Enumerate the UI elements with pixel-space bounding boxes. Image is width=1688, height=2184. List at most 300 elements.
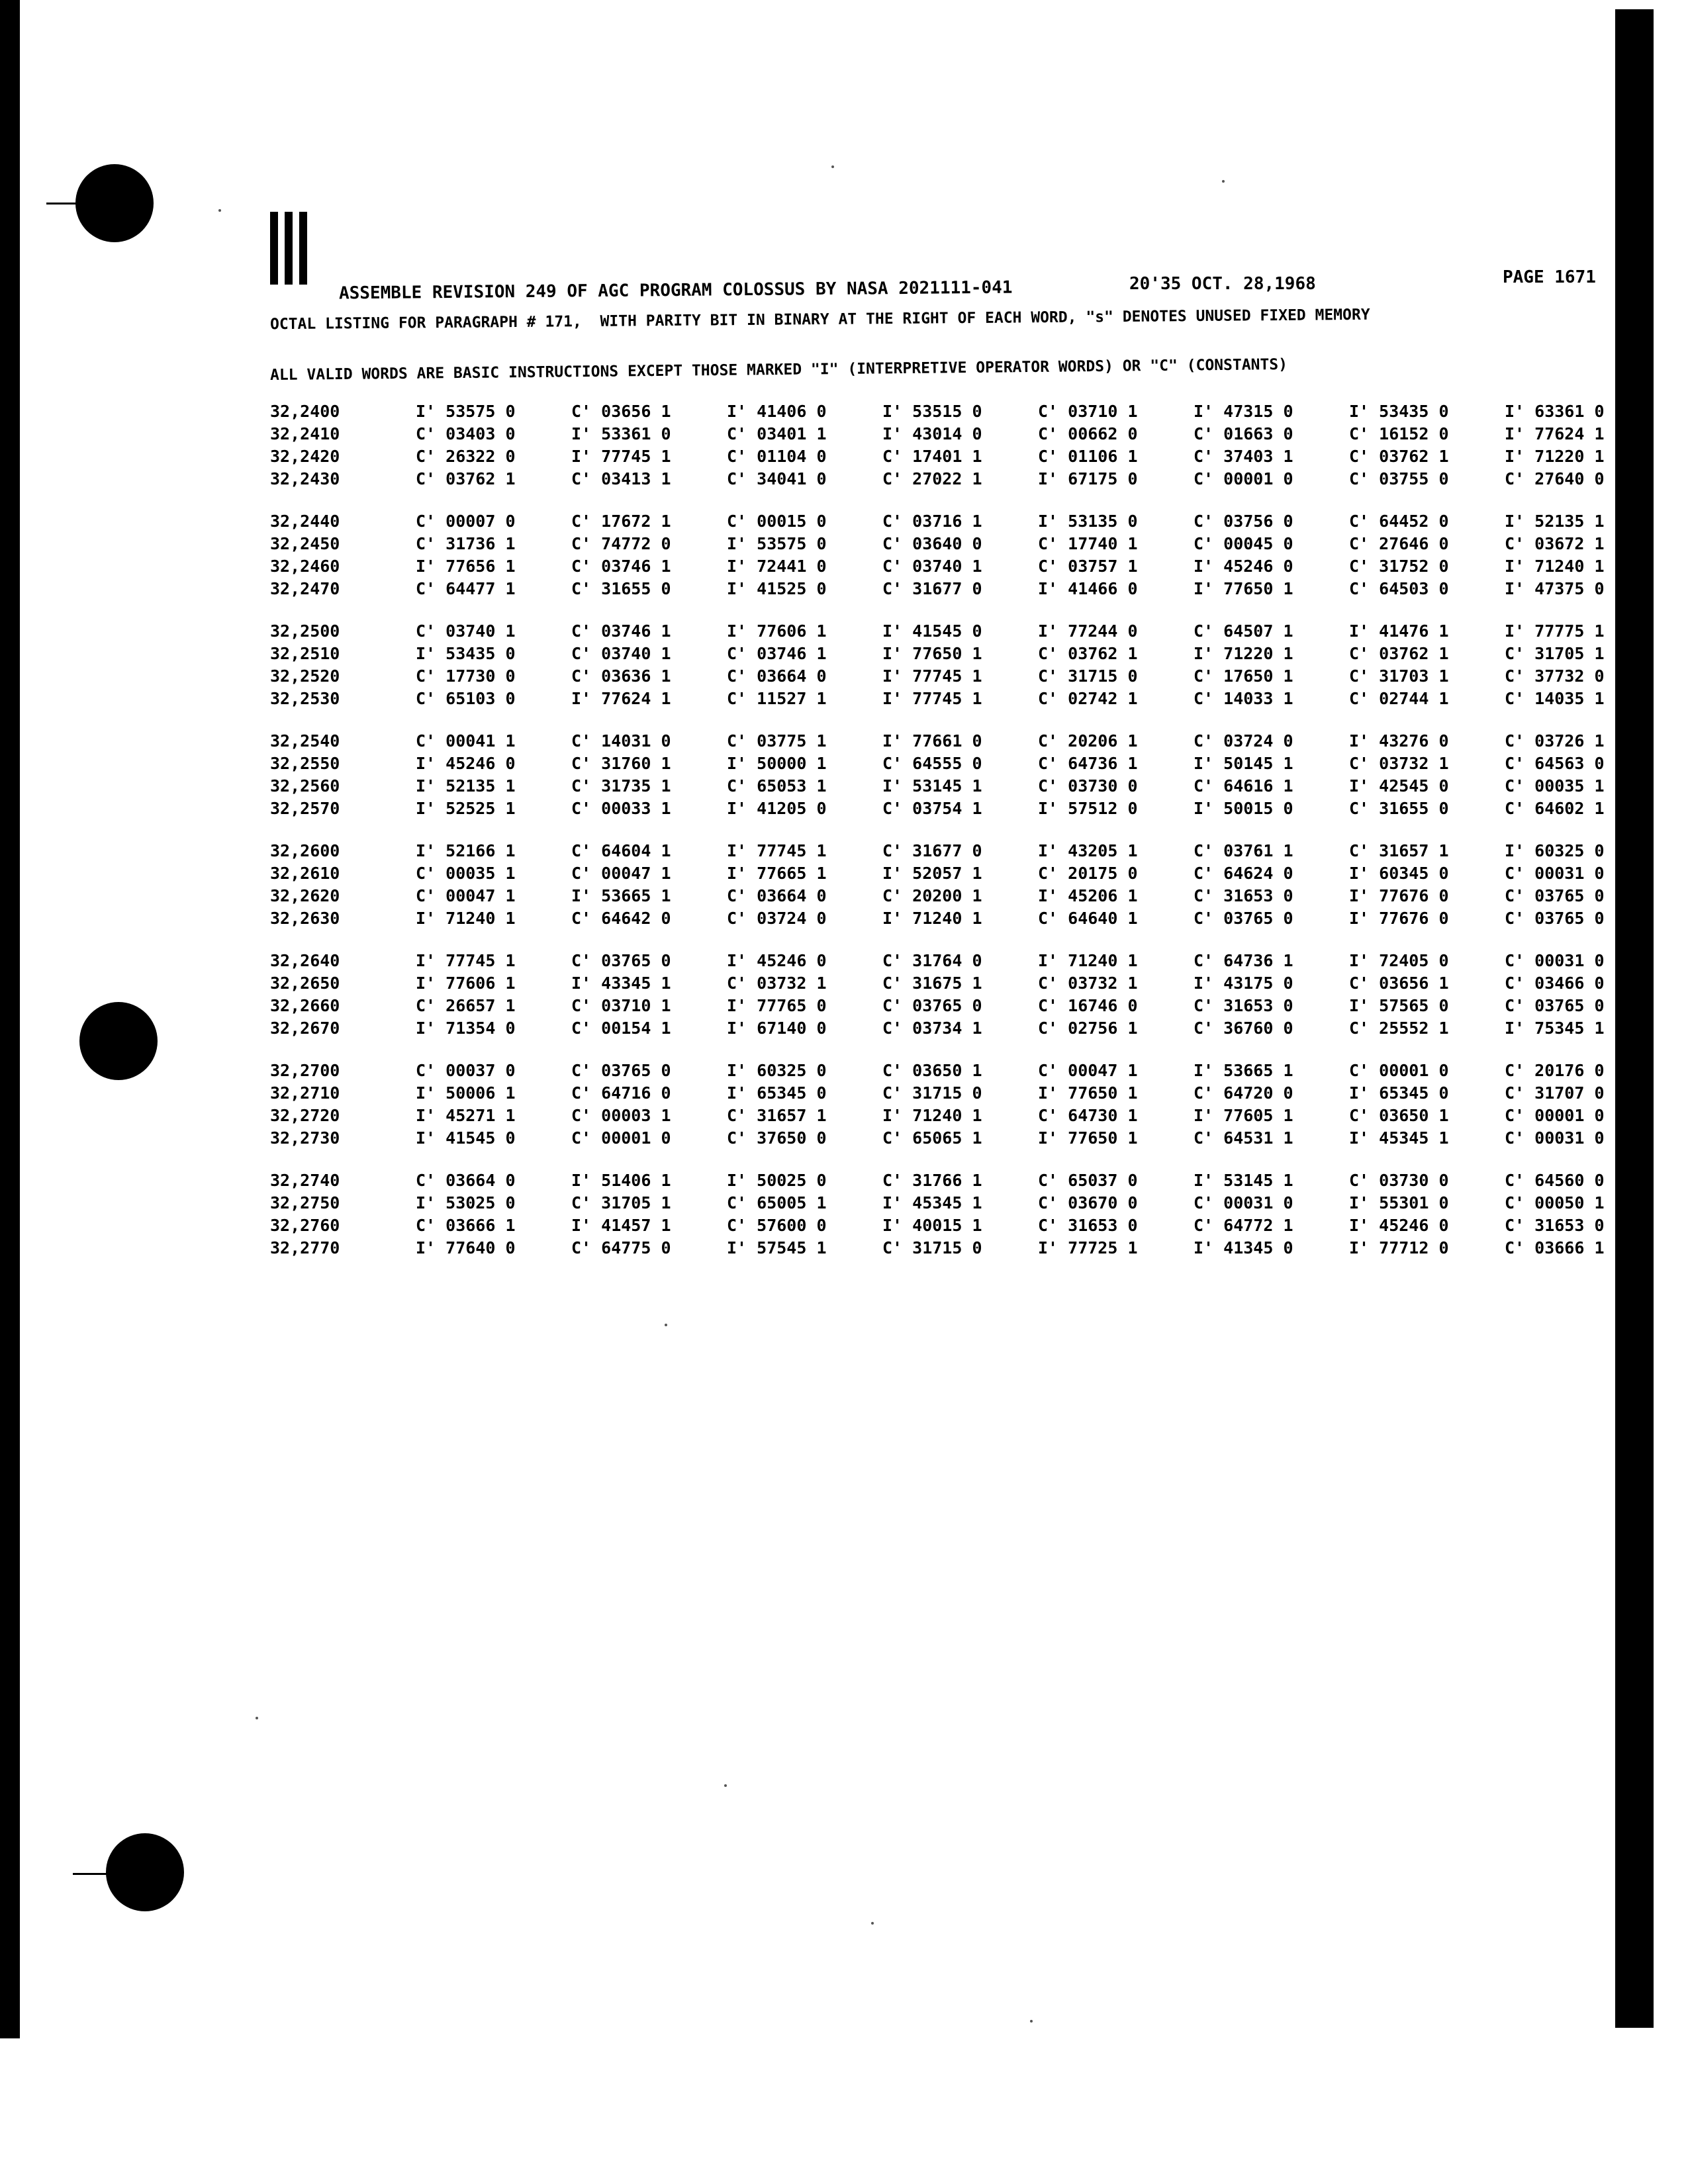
octal-word: C' 64772 1	[1194, 1215, 1293, 1235]
octal-word: I' 77650 1	[1038, 1083, 1138, 1103]
binder-stamp	[270, 212, 318, 285]
listing-row	[270, 972, 1660, 994]
scan-speck	[1222, 180, 1225, 183]
octal-word: C' 03666 1	[1505, 1238, 1605, 1257]
octal-word: C' 31707 0	[1505, 1083, 1605, 1103]
octal-word: C' 03730 0	[1349, 1170, 1449, 1190]
octal-word: I' 43014 0	[882, 424, 982, 443]
listing-row	[270, 510, 1660, 532]
listing-row	[270, 642, 1660, 664]
octal-word: C' 03732 1	[1349, 753, 1449, 773]
octal-word: I' 65345 0	[727, 1083, 827, 1103]
octal-word: I' 41545 0	[416, 1128, 516, 1148]
octal-word: I' 71240 1	[1038, 950, 1138, 970]
listing-row	[270, 467, 1660, 490]
octal-word: C' 65053 1	[727, 776, 827, 796]
octal-word: I' 53361 0	[571, 424, 671, 443]
octal-word: C' 02744 1	[1349, 688, 1449, 708]
octal-word: C' 37650 0	[727, 1128, 827, 1148]
octal-word: I' 50000 1	[727, 753, 827, 773]
octal-word: C' 17401 1	[882, 446, 982, 466]
octal-word: I' 52135 1	[1505, 511, 1605, 531]
octal-word: I' 77765 0	[727, 995, 827, 1015]
octal-word: I' 53575 0	[727, 533, 827, 553]
octal-word: C' 00041 1	[416, 731, 516, 751]
listing-row	[270, 532, 1660, 555]
octal-word: I' 41457 1	[571, 1215, 671, 1235]
octal-word: C' 01663 0	[1194, 424, 1293, 443]
octal-word: C' 20176 0	[1505, 1060, 1605, 1080]
octal-word: C' 20206 1	[1038, 731, 1138, 751]
octal-word: C' 64555 0	[882, 753, 982, 773]
octal-word: C' 03664 0	[416, 1170, 516, 1190]
octal-word: C' 64503 0	[1349, 578, 1449, 598]
scan-speck	[831, 165, 834, 168]
octal-word: C' 17740 1	[1038, 533, 1138, 553]
octal-word: I' 41525 0	[727, 578, 827, 598]
row-address: 32,2710	[270, 1083, 340, 1103]
octal-word: C' 27646 0	[1349, 533, 1449, 553]
octal-word: C' 00031 0	[1505, 950, 1605, 970]
octal-word: I' 77676 0	[1349, 908, 1449, 928]
octal-word: C' 27640 0	[1505, 469, 1605, 488]
octal-word: C' 31675 1	[882, 973, 982, 993]
octal-word: C' 31766 1	[882, 1170, 982, 1190]
octal-word: I' 43345 1	[571, 973, 671, 993]
octal-word: C' 03413 1	[571, 469, 671, 488]
left-edge-shadow	[0, 0, 20, 2038]
row-address: 32,2760	[270, 1215, 340, 1235]
octal-word: I' 77676 0	[1349, 886, 1449, 905]
octal-word: C' 65005 1	[727, 1193, 827, 1212]
octal-word: C' 03401 1	[727, 424, 827, 443]
binder-hole-top	[75, 164, 154, 242]
octal-word: C' 03765 0	[1194, 908, 1293, 928]
listing-block	[270, 510, 1660, 600]
row-address: 32,2660	[270, 995, 340, 1015]
octal-word: C' 00154 1	[571, 1018, 671, 1038]
octal-word: C' 00001 0	[571, 1128, 671, 1148]
binder-hole-bottom	[106, 1833, 184, 1911]
row-address: 32,2770	[270, 1238, 340, 1257]
octal-word: I' 53515 0	[882, 401, 982, 421]
listing-row	[270, 949, 1660, 972]
octal-word: C' 64736 1	[1194, 950, 1293, 970]
row-address: 32,2470	[270, 578, 340, 598]
row-address: 32,2550	[270, 753, 340, 773]
octal-word: I' 77624 1	[571, 688, 671, 708]
row-address: 32,2630	[270, 908, 340, 928]
octal-word: I' 50025 0	[727, 1170, 827, 1190]
octal-word: C' 17730 0	[416, 666, 516, 686]
binder-hole-top-mark	[46, 203, 86, 205]
row-address: 32,2540	[270, 731, 340, 751]
octal-word: C' 20175 0	[1038, 863, 1138, 883]
octal-word: C' 64602 1	[1505, 798, 1605, 818]
octal-word: C' 16152 0	[1349, 424, 1449, 443]
octal-word: C' 00047 1	[416, 886, 516, 905]
row-address: 32,2750	[270, 1193, 340, 1212]
octal-word: I' 53435 0	[1349, 401, 1449, 421]
octal-word: C' 64531 1	[1194, 1128, 1293, 1148]
listing-row	[270, 422, 1660, 445]
octal-word: C' 02742 1	[1038, 688, 1138, 708]
listing-row	[270, 994, 1660, 1017]
octal-word: C' 03664 0	[727, 666, 827, 686]
octal-word: C' 64560 0	[1505, 1170, 1605, 1190]
octal-word: I' 57512 0	[1038, 798, 1138, 818]
octal-word: I' 71240 1	[882, 908, 982, 928]
binder-hole-bottom-mark	[73, 1873, 113, 1875]
octal-word: C' 03762 1	[416, 469, 516, 488]
octal-word: C' 64452 0	[1349, 511, 1449, 531]
octal-word: C' 03710 1	[571, 995, 671, 1015]
octal-word: C' 03640 0	[882, 533, 982, 553]
octal-word: C' 34041 0	[727, 469, 827, 488]
octal-word: C' 02756 1	[1038, 1018, 1138, 1038]
octal-word: I' 45246 0	[1194, 556, 1293, 576]
octal-word: C' 31735 1	[571, 776, 671, 796]
octal-word: C' 00031 0	[1194, 1193, 1293, 1212]
octal-word: C' 31653 0	[1194, 886, 1293, 905]
listing-row	[270, 752, 1660, 774]
octal-word: C' 03757 1	[1038, 556, 1138, 576]
octal-word: I' 77665 1	[727, 863, 827, 883]
octal-word: C' 00015 0	[727, 511, 827, 531]
octal-word: I' 71220 1	[1505, 446, 1605, 466]
octal-word: C' 03650 1	[1349, 1105, 1449, 1125]
listing-row	[270, 907, 1660, 929]
listing-row	[270, 1236, 1660, 1259]
octal-word: C' 65065 1	[882, 1128, 982, 1148]
listing-row	[270, 797, 1660, 819]
octal-word: I' 77745 1	[727, 841, 827, 860]
listing-row	[270, 862, 1660, 884]
row-address: 32,2600	[270, 841, 340, 860]
octal-word: I' 60345 0	[1349, 863, 1449, 883]
octal-word: C' 03724 0	[1194, 731, 1293, 751]
octal-word: I' 57565 0	[1349, 995, 1449, 1015]
listing-row	[270, 400, 1660, 422]
row-address: 32,2430	[270, 469, 340, 488]
octal-word: C' 64730 1	[1038, 1105, 1138, 1125]
octal-word: C' 31657 1	[727, 1105, 827, 1125]
octal-word: I' 71240 1	[882, 1105, 982, 1125]
octal-word: I' 71220 1	[1194, 643, 1293, 663]
row-address: 32,2610	[270, 863, 340, 883]
octal-word: C' 03754 1	[882, 798, 982, 818]
octal-word: C' 00035 1	[416, 863, 516, 883]
octal-word: I' 55301 0	[1349, 1193, 1449, 1212]
octal-word: C' 03761 1	[1194, 841, 1293, 860]
scan-speck	[665, 1324, 667, 1326]
octal-word: C' 00031 0	[1505, 1128, 1605, 1148]
octal-word: C' 64736 1	[1038, 753, 1138, 773]
octal-word: C' 16746 0	[1038, 995, 1138, 1015]
octal-word: C' 11527 1	[727, 688, 827, 708]
row-address: 32,2720	[270, 1105, 340, 1125]
octal-word: C' 31703 1	[1349, 666, 1449, 686]
listing-block	[270, 1169, 1660, 1259]
octal-word: C' 03672 1	[1505, 533, 1605, 553]
octal-word: C' 31705 1	[571, 1193, 671, 1212]
octal-word: C' 03716 1	[882, 511, 982, 531]
octal-word: C' 03765 0	[571, 950, 671, 970]
octal-word: C' 00037 0	[416, 1060, 516, 1080]
octal-word: I' 77725 1	[1038, 1238, 1138, 1257]
scan-speck	[1030, 2020, 1033, 2023]
octal-word: C' 03765 0	[1505, 908, 1605, 928]
listing-row	[270, 1017, 1660, 1039]
scan-speck	[871, 1922, 874, 1925]
octal-word: I' 43175 0	[1194, 973, 1293, 993]
octal-word: I' 77661 0	[882, 731, 982, 751]
row-address: 32,2500	[270, 621, 340, 641]
octal-word: I' 77745 1	[882, 666, 982, 686]
octal-word: C' 03732 1	[1038, 973, 1138, 993]
octal-word: I' 45345 1	[1349, 1128, 1449, 1148]
header-legend: ALL VALID WORDS ARE BASIC INSTRUCTIONS EXCEPT THOSE MARKED "I" (INTERPRETIVE OPERATOR WORDS) OR "C" (CONSTANTS)	[269, 355, 1288, 385]
row-address: 32,2460	[270, 556, 340, 576]
octal-word: C' 03765 0	[1505, 886, 1605, 905]
octal-word: C' 00047 1	[1038, 1060, 1138, 1080]
octal-word: C' 36760 0	[1194, 1018, 1293, 1038]
octal-word: C' 65103 0	[416, 688, 516, 708]
octal-word: I' 41476 1	[1349, 621, 1449, 641]
octal-word: I' 77745 1	[882, 688, 982, 708]
octal-word: I' 41205 0	[727, 798, 827, 818]
octal-word: I' 77640 0	[416, 1238, 516, 1257]
row-address: 32,2520	[270, 666, 340, 686]
listing-row	[270, 1126, 1660, 1149]
octal-word: C' 31736 1	[416, 533, 516, 553]
octal-word: C' 01104 0	[727, 446, 827, 466]
octal-word: C' 01106 1	[1038, 446, 1138, 466]
octal-word: C' 31705 1	[1505, 643, 1605, 663]
octal-word: C' 31653 0	[1505, 1215, 1605, 1235]
listing-row	[270, 839, 1660, 862]
listing-row	[270, 445, 1660, 467]
octal-word: C' 31655 0	[1349, 798, 1449, 818]
octal-word: C' 37403 1	[1194, 446, 1293, 466]
octal-word: C' 64507 1	[1194, 621, 1293, 641]
octal-word: C' 03726 1	[1505, 731, 1605, 751]
header-timestamp: 20'35 OCT. 28,1968	[1129, 274, 1316, 294]
octal-word: I' 72405 0	[1349, 950, 1449, 970]
octal-word: C' 74772 0	[571, 533, 671, 553]
octal-word: I' 51406 1	[571, 1170, 671, 1190]
row-address: 32,2570	[270, 798, 340, 818]
octal-word: C' 03762 1	[1349, 643, 1449, 663]
octal-word: I' 77650 1	[1194, 578, 1293, 598]
octal-word: C' 31760 1	[571, 753, 671, 773]
octal-word: I' 60325 0	[1505, 841, 1605, 860]
octal-word: I' 71240 1	[1505, 556, 1605, 576]
octal-word: C' 31715 0	[882, 1238, 982, 1257]
listing-row	[270, 1081, 1660, 1104]
listing-block	[270, 949, 1660, 1039]
octal-word: I' 67140 0	[727, 1018, 827, 1038]
octal-word: C' 31655 0	[571, 578, 671, 598]
octal-word: C' 00001 0	[1505, 1105, 1605, 1125]
row-address: 32,2670	[270, 1018, 340, 1038]
listing-row	[270, 884, 1660, 907]
octal-word: C' 26322 0	[416, 446, 516, 466]
listing-row	[270, 1059, 1660, 1081]
octal-word: I' 77712 0	[1349, 1238, 1449, 1257]
octal-word: C' 25552 1	[1349, 1018, 1449, 1038]
octal-word: I' 60325 0	[727, 1060, 827, 1080]
listing-row	[270, 619, 1660, 642]
row-address: 32,2730	[270, 1128, 340, 1148]
octal-word: C' 03746 1	[571, 556, 671, 576]
octal-word: I' 43276 0	[1349, 731, 1449, 751]
row-address: 32,2400	[270, 401, 340, 421]
octal-listing	[270, 400, 1660, 1279]
listing-row	[270, 1169, 1660, 1191]
octal-word: C' 64624 0	[1194, 863, 1293, 883]
octal-word: I' 53665 1	[1194, 1060, 1293, 1080]
octal-word: I' 77650 1	[882, 643, 982, 663]
octal-word: I' 77656 1	[416, 556, 516, 576]
octal-word: I' 71240 1	[416, 908, 516, 928]
listing-row	[270, 555, 1660, 577]
octal-word: I' 45246 0	[416, 753, 516, 773]
octal-word: C' 65037 0	[1038, 1170, 1138, 1190]
octal-word: I' 65345 0	[1349, 1083, 1449, 1103]
octal-word: C' 14031 0	[571, 731, 671, 751]
octal-word: C' 03775 1	[727, 731, 827, 751]
row-address: 32,2440	[270, 511, 340, 531]
octal-word: I' 77745 1	[416, 950, 516, 970]
octal-word: I' 41466 0	[1038, 578, 1138, 598]
octal-word: I' 45345 1	[882, 1193, 982, 1212]
octal-word: C' 03746 1	[571, 621, 671, 641]
octal-word: C' 64563 0	[1505, 753, 1605, 773]
row-address: 32,2510	[270, 643, 340, 663]
octal-word: C' 31677 0	[882, 578, 982, 598]
octal-word: I' 77745 1	[571, 446, 671, 466]
listing-row	[270, 729, 1660, 752]
octal-word: C' 03710 1	[1038, 401, 1138, 421]
listing-block	[270, 729, 1660, 819]
listing-row	[270, 577, 1660, 600]
octal-word: C' 37732 0	[1505, 666, 1605, 686]
row-address: 32,2740	[270, 1170, 340, 1190]
row-address: 32,2560	[270, 776, 340, 796]
octal-word: C' 03656 1	[571, 401, 671, 421]
octal-word: I' 72441 0	[727, 556, 827, 576]
octal-word: I' 53575 0	[416, 401, 516, 421]
binder-hole-middle	[79, 1002, 158, 1080]
octal-word: I' 45246 0	[1349, 1215, 1449, 1235]
octal-word: I' 77775 1	[1505, 621, 1605, 641]
octal-word: C' 31764 0	[882, 950, 982, 970]
octal-word: I' 45271 1	[416, 1105, 516, 1125]
octal-word: I' 53435 0	[416, 643, 516, 663]
octal-word: I' 52525 1	[416, 798, 516, 818]
octal-word: I' 47315 0	[1194, 401, 1293, 421]
octal-word: C' 31752 0	[1349, 556, 1449, 576]
octal-word: C' 00003 1	[571, 1105, 671, 1125]
octal-word: C' 17650 1	[1194, 666, 1293, 686]
octal-word: C' 03724 0	[727, 908, 827, 928]
octal-word: C' 64640 1	[1038, 908, 1138, 928]
octal-word: I' 77605 1	[1194, 1105, 1293, 1125]
octal-word: I' 77606 1	[416, 973, 516, 993]
octal-word: C' 03650 1	[882, 1060, 982, 1080]
octal-word: C' 00007 0	[416, 511, 516, 531]
octal-word: I' 53145 1	[1194, 1170, 1293, 1190]
octal-word: C' 03746 1	[727, 643, 827, 663]
octal-word: C' 31677 0	[882, 841, 982, 860]
octal-word: C' 03734 1	[882, 1018, 982, 1038]
octal-word: C' 14035 1	[1505, 688, 1605, 708]
row-address: 32,2410	[270, 424, 340, 443]
octal-word: I' 67175 0	[1038, 469, 1138, 488]
octal-word: I' 41345 0	[1194, 1238, 1293, 1257]
octal-word: I' 53025 0	[416, 1193, 516, 1212]
octal-word: I' 52135 1	[416, 776, 516, 796]
octal-word: I' 77244 0	[1038, 621, 1138, 641]
octal-word: C' 03740 1	[416, 621, 516, 641]
octal-word: I' 75345 1	[1505, 1018, 1605, 1038]
octal-word: C' 20200 1	[882, 886, 982, 905]
octal-word: I' 77650 1	[1038, 1128, 1138, 1148]
octal-word: C' 03762 1	[1349, 446, 1449, 466]
octal-word: I' 52057 1	[882, 863, 982, 883]
listing-block	[270, 400, 1660, 490]
header-title: ASSEMBLE REVISION 249 OF AGC PROGRAM COLOSSUS BY NASA 2021111-041	[338, 277, 1013, 304]
octal-word: C' 03636 1	[571, 666, 671, 686]
octal-word: C' 03664 0	[727, 886, 827, 905]
octal-word: C' 03740 1	[882, 556, 982, 576]
listing-row	[270, 664, 1660, 687]
octal-word: C' 26657 1	[416, 995, 516, 1015]
octal-word: I' 53135 0	[1038, 511, 1138, 531]
octal-word: C' 03765 0	[882, 995, 982, 1015]
row-address: 32,2420	[270, 446, 340, 466]
octal-word: I' 50006 1	[416, 1083, 516, 1103]
octal-word: C' 03656 1	[1349, 973, 1449, 993]
octal-word: I' 57545 1	[727, 1238, 827, 1257]
listing-block	[270, 619, 1660, 709]
listing-row	[270, 1191, 1660, 1214]
octal-word: C' 03466 0	[1505, 973, 1605, 993]
octal-word: I' 77624 1	[1505, 424, 1605, 443]
octal-word: C' 64477 1	[416, 578, 516, 598]
octal-word: C' 64604 1	[571, 841, 671, 860]
octal-word: C' 03762 1	[1038, 643, 1138, 663]
octal-word: C' 64616 1	[1194, 776, 1293, 796]
octal-word: I' 71354 0	[416, 1018, 516, 1038]
octal-word: I' 50145 1	[1194, 753, 1293, 773]
octal-word: I' 47375 0	[1505, 578, 1605, 598]
octal-word: C' 00035 1	[1505, 776, 1605, 796]
octal-word: C' 03670 0	[1038, 1193, 1138, 1212]
octal-word: C' 27022 1	[882, 469, 982, 488]
octal-word: C' 03755 0	[1349, 469, 1449, 488]
octal-word: C' 00047 1	[571, 863, 671, 883]
octal-word: C' 03740 1	[571, 643, 671, 663]
octal-word: I' 45206 1	[1038, 886, 1138, 905]
octal-word: C' 31715 0	[1038, 666, 1138, 686]
octal-word: C' 00001 0	[1194, 469, 1293, 488]
octal-word: C' 00662 0	[1038, 424, 1138, 443]
listing-row	[270, 774, 1660, 797]
scan-speck	[256, 1717, 258, 1719]
octal-word: C' 00045 0	[1194, 533, 1293, 553]
